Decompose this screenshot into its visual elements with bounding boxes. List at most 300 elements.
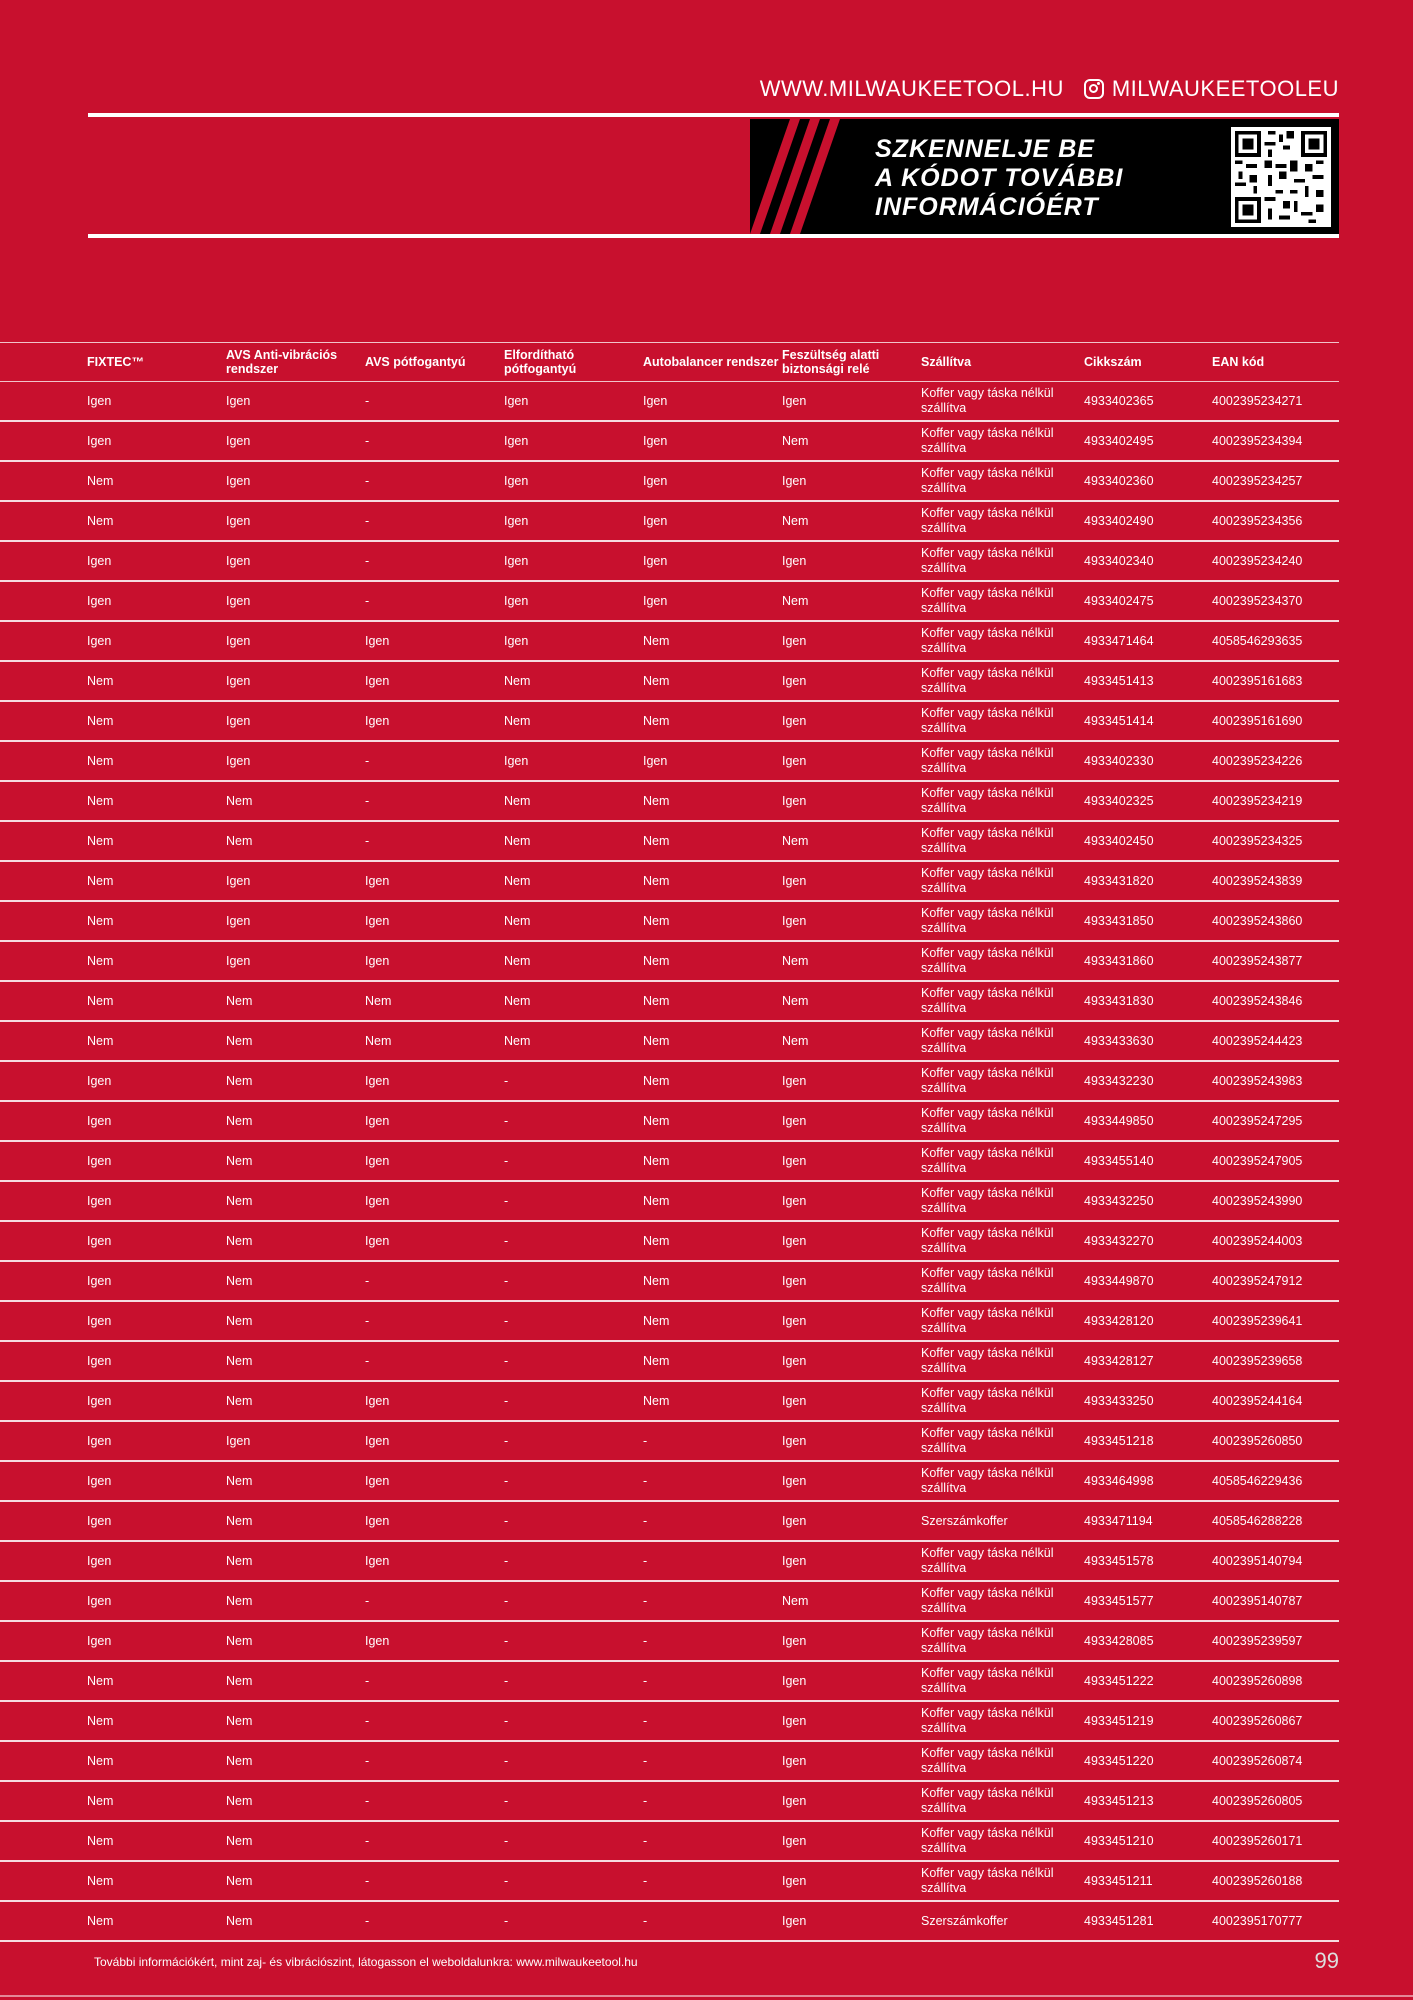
table-cell: 4933451222 <box>1084 1661 1212 1701</box>
table-cell: Igen <box>782 1901 921 1941</box>
table-cell: Koffer vagy táska nélkül szállítva <box>921 941 1084 981</box>
table-cell: - <box>365 1341 504 1381</box>
table-cell: - <box>643 1541 782 1581</box>
table-cell: Igen <box>365 1541 504 1581</box>
table-row <box>0 1141 1339 1181</box>
table-cell: Igen <box>643 461 782 501</box>
table-cell: 4933402475 <box>1084 581 1212 621</box>
table-cell: Nem <box>226 1341 365 1381</box>
table-cell: Koffer vagy táska nélkül szállítva <box>921 1381 1084 1421</box>
table-cell: Igen <box>643 421 782 461</box>
table-cell: Nem <box>782 1581 921 1621</box>
col-avs-handle: AVS pótfogantyú <box>365 343 504 382</box>
table-cell: - <box>643 1421 782 1461</box>
table-cell: 4002395244003 <box>1212 1221 1339 1261</box>
table-cell: Igen <box>504 621 643 661</box>
table-cell: 4933451213 <box>1084 1781 1212 1821</box>
qr-code[interactable] <box>1231 127 1331 227</box>
table-cell: Nem <box>226 1901 365 1941</box>
table-cell: - <box>365 382 504 422</box>
table-cell: Nem <box>504 821 643 861</box>
page-number: 99 <box>1314 1948 1339 1973</box>
table-cell: 4002395243990 <box>1212 1181 1339 1221</box>
table-cell: 4002395140794 <box>1212 1541 1339 1581</box>
table-cell: Nem <box>643 1221 782 1261</box>
table-cell: - <box>365 741 504 781</box>
table-row <box>0 1261 1339 1301</box>
table-cell: Igen <box>782 1861 921 1901</box>
table-cell: Koffer vagy táska nélkül szállítva <box>921 1061 1084 1101</box>
table-cell: - <box>504 1101 643 1141</box>
table-cell: 4002395244164 <box>1212 1381 1339 1421</box>
table-cell: - <box>643 1861 782 1901</box>
table-cell: Nem <box>0 901 226 941</box>
scan-text: SZKENNELJE BE A KÓDOT TOVÁBBI INFORMÁCIÓÉRT <box>875 135 1124 221</box>
table-cell: Igen <box>0 1381 226 1421</box>
table-cell: Igen <box>226 861 365 901</box>
table-cell: Igen <box>0 1101 226 1141</box>
table-cell: Nem <box>504 941 643 981</box>
table-cell: Nem <box>0 1821 226 1861</box>
table-cell: Nem <box>782 421 921 461</box>
table-cell: Igen <box>782 1381 921 1421</box>
table-row <box>0 1101 1339 1141</box>
table-cell: 4933431820 <box>1084 861 1212 901</box>
table-cell: Nem <box>504 1021 643 1061</box>
table-cell: Nem <box>643 901 782 941</box>
table-cell: Igen <box>365 1061 504 1101</box>
col-ean: EAN kód <box>1212 343 1339 382</box>
table-cell: - <box>365 421 504 461</box>
table-cell: Nem <box>0 1861 226 1901</box>
table-cell: Igen <box>782 1621 921 1661</box>
table-cell: Koffer vagy táska nélkül szállítva <box>921 1821 1084 1861</box>
table-cell: 4933471464 <box>1084 621 1212 661</box>
table-cell: 4002395170777 <box>1212 1901 1339 1941</box>
table-cell: 4933455140 <box>1084 1141 1212 1181</box>
col-rotating-handle: Elfordítható pótfogantyú <box>504 343 643 382</box>
table-cell: Igen <box>504 581 643 621</box>
table-row <box>0 1741 1339 1781</box>
table-cell: Igen <box>782 861 921 901</box>
table-cell: Igen <box>365 661 504 701</box>
table-cell: Koffer vagy táska nélkül szállítva <box>921 741 1084 781</box>
table-cell: 4002395247295 <box>1212 1101 1339 1141</box>
col-fixtec: FIXTEC™ <box>0 343 226 382</box>
table-cell: Nem <box>643 981 782 1021</box>
table-cell: - <box>365 1901 504 1941</box>
table-cell: Igen <box>782 701 921 741</box>
table-cell: 4002395247905 <box>1212 1141 1339 1181</box>
table-cell: Igen <box>782 1421 921 1461</box>
table-cell: Koffer vagy táska nélkül szállítva <box>921 1541 1084 1581</box>
table-cell: - <box>365 541 504 581</box>
table-cell: Nem <box>226 1381 365 1421</box>
table-cell: Nem <box>226 1181 365 1221</box>
table-cell: Igen <box>782 1261 921 1301</box>
table-cell: Nem <box>643 1141 782 1181</box>
table-cell: Nem <box>226 1461 365 1501</box>
table-cell: Igen <box>226 661 365 701</box>
table-cell: - <box>643 1781 782 1821</box>
table-cell: Igen <box>782 1461 921 1501</box>
table-cell: Nem <box>0 1901 226 1941</box>
table-cell: Igen <box>782 741 921 781</box>
table-cell: 4933428085 <box>1084 1621 1212 1661</box>
table-row <box>0 981 1339 1021</box>
table-cell: - <box>504 1261 643 1301</box>
table-cell: 4933464998 <box>1084 1461 1212 1501</box>
table-cell: Igen <box>0 1421 226 1461</box>
table-cell: Igen <box>782 1541 921 1581</box>
table-cell: Nem <box>643 1021 782 1061</box>
table-cell: Nem <box>0 1741 226 1781</box>
table-cell: Nem <box>643 1381 782 1421</box>
table-row <box>0 1301 1339 1341</box>
table-cell: 4933402360 <box>1084 461 1212 501</box>
table-cell: - <box>504 1461 643 1501</box>
table-cell: - <box>643 1461 782 1501</box>
table-cell: Nem <box>0 821 226 861</box>
table-row <box>0 901 1339 941</box>
table-cell: Igen <box>504 461 643 501</box>
table-row <box>0 1461 1339 1501</box>
table-row <box>0 1701 1339 1741</box>
table-cell: 4933402340 <box>1084 541 1212 581</box>
footer-note: További információkért, mint zaj- és vibrációszint, látogasson el weboldalunkra: www.milwaukeetool.hu <box>94 1955 638 1969</box>
table-row <box>0 1221 1339 1261</box>
table-cell: Igen <box>782 1741 921 1781</box>
table-cell: 4002395234370 <box>1212 581 1339 621</box>
table-cell: - <box>504 1741 643 1781</box>
table-cell: - <box>504 1181 643 1221</box>
table-cell: Koffer vagy táska nélkül szállítva <box>921 1661 1084 1701</box>
table-cell: Igen <box>0 382 226 422</box>
table-cell: Igen <box>226 501 365 541</box>
table-cell: - <box>504 1661 643 1701</box>
table-cell: - <box>504 1541 643 1581</box>
table-cell: - <box>504 1781 643 1821</box>
table-cell: Nem <box>226 1301 365 1341</box>
table-cell: - <box>504 1861 643 1901</box>
table-cell: Igen <box>782 621 921 661</box>
table-cell: 4002395239658 <box>1212 1341 1339 1381</box>
table-cell: 4933451219 <box>1084 1701 1212 1741</box>
table-cell: Nem <box>0 981 226 1021</box>
table-cell: Koffer vagy táska nélkül szállítva <box>921 821 1084 861</box>
table-cell: 4933402490 <box>1084 501 1212 541</box>
table-row <box>0 581 1339 621</box>
table-cell: 4933451578 <box>1084 1541 1212 1581</box>
table-cell: Nem <box>365 981 504 1021</box>
table-cell: Nem <box>643 1181 782 1221</box>
product-table <box>0 342 1339 1942</box>
table-row <box>0 1501 1339 1541</box>
table-cell: - <box>643 1901 782 1941</box>
table-cell: 4933433250 <box>1084 1381 1212 1421</box>
table-cell: 4002395260188 <box>1212 1861 1339 1901</box>
table-row <box>0 1021 1339 1061</box>
table-cell: 4002395234240 <box>1212 541 1339 581</box>
table-row <box>0 701 1339 741</box>
table-cell: Igen <box>226 701 365 741</box>
table-cell: Koffer vagy táska nélkül szállítva <box>921 581 1084 621</box>
table-row <box>0 382 1339 422</box>
table-cell: Igen <box>0 621 226 661</box>
table-cell: Igen <box>782 781 921 821</box>
table-cell: Nem <box>226 1501 365 1541</box>
table-row <box>0 1901 1339 1941</box>
table-cell: - <box>643 1501 782 1541</box>
table-cell: 4933402325 <box>1084 781 1212 821</box>
table-cell: Igen <box>365 1141 504 1181</box>
table-cell: 4933451218 <box>1084 1421 1212 1461</box>
table-cell: 4002395234325 <box>1212 821 1339 861</box>
table-cell: Nem <box>0 661 226 701</box>
table-cell: Koffer vagy táska nélkül szállítva <box>921 1301 1084 1341</box>
table-cell: Nem <box>643 1301 782 1341</box>
table-cell: - <box>365 1301 504 1341</box>
table-cell: - <box>504 1301 643 1341</box>
table-cell: Igen <box>504 501 643 541</box>
table-cell: Koffer vagy táska nélkül szállítva <box>921 1181 1084 1221</box>
table-cell: Igen <box>643 581 782 621</box>
table-cell: 4002395234271 <box>1212 382 1339 422</box>
table-cell: 4933402495 <box>1084 421 1212 461</box>
table-cell: 4002395243877 <box>1212 941 1339 981</box>
table-body <box>0 382 1339 1942</box>
table-cell: Nem <box>643 821 782 861</box>
col-safety-relay: Feszültség alatti biztonsági relé <box>782 343 921 382</box>
bottom-rule <box>0 1995 1413 1997</box>
table-cell: 4002395239641 <box>1212 1301 1339 1341</box>
table-cell: Nem <box>226 1261 365 1301</box>
table-cell: Nem <box>0 501 226 541</box>
table-cell: 4002395260874 <box>1212 1741 1339 1781</box>
table-row <box>0 1421 1339 1461</box>
table-cell: Igen <box>643 741 782 781</box>
table-cell: Igen <box>365 1381 504 1421</box>
table-cell: Igen <box>226 1421 365 1461</box>
table-cell: 4002395260898 <box>1212 1661 1339 1701</box>
table-cell: Igen <box>782 1141 921 1181</box>
table-cell: Igen <box>0 1541 226 1581</box>
table-cell: - <box>365 1261 504 1301</box>
table-cell: Igen <box>365 1621 504 1661</box>
table-cell: Koffer vagy táska nélkül szállítva <box>921 1261 1084 1301</box>
table-cell: Koffer vagy táska nélkül szállítva <box>921 1701 1084 1741</box>
website-link[interactable]: WWW.MILWAUKEETOOL.HU <box>759 76 1064 101</box>
table-cell: Nem <box>0 461 226 501</box>
scan-banner <box>750 119 1339 234</box>
table-cell: Nem <box>0 741 226 781</box>
table-cell: 4933433630 <box>1084 1021 1212 1061</box>
table-cell: - <box>504 1061 643 1101</box>
table-cell: Igen <box>782 1101 921 1141</box>
table-cell: Koffer vagy táska nélkül szállítva <box>921 461 1084 501</box>
table-cell: Igen <box>504 541 643 581</box>
table-cell: Igen <box>226 461 365 501</box>
table-cell: - <box>365 781 504 821</box>
table-cell: Nem <box>504 661 643 701</box>
table-cell: Igen <box>226 382 365 422</box>
table-cell: Igen <box>782 461 921 501</box>
table-cell: Szerszámkoffer <box>921 1901 1084 1941</box>
table-cell: Igen <box>782 382 921 422</box>
table-cell: Koffer vagy táska nélkül szállítva <box>921 861 1084 901</box>
table-cell: 4002395234257 <box>1212 461 1339 501</box>
table-cell: - <box>365 1781 504 1821</box>
table-cell: Koffer vagy táska nélkül szállítva <box>921 1141 1084 1181</box>
table-cell: Koffer vagy táska nélkül szállítva <box>921 1341 1084 1381</box>
table-cell: 4933402450 <box>1084 821 1212 861</box>
table-cell: Igen <box>782 1501 921 1541</box>
table-cell: Igen <box>782 1661 921 1701</box>
table-cell: Koffer vagy táska nélkül szállítva <box>921 1621 1084 1661</box>
table-cell: Nem <box>226 1621 365 1661</box>
table-cell: - <box>504 1421 643 1461</box>
table-cell: - <box>504 1221 643 1261</box>
table-cell: Nem <box>226 1821 365 1861</box>
table-cell: - <box>365 1661 504 1701</box>
table-cell: Koffer vagy táska nélkül szállítva <box>921 1581 1084 1621</box>
table-cell: Igen <box>782 541 921 581</box>
table-cell: Nem <box>365 1021 504 1061</box>
table-cell: - <box>504 1141 643 1181</box>
table-cell: Nem <box>226 981 365 1021</box>
table-cell: Igen <box>0 1061 226 1101</box>
table-cell: Nem <box>0 1781 226 1821</box>
table-cell: 4933451220 <box>1084 1741 1212 1781</box>
table-cell: 4933449850 <box>1084 1101 1212 1141</box>
table-cell: Nem <box>504 701 643 741</box>
table-cell: Igen <box>0 1341 226 1381</box>
table-cell: Koffer vagy táska nélkül szállítva <box>921 1421 1084 1461</box>
table-cell: 4933428120 <box>1084 1301 1212 1341</box>
table-cell: 4933402365 <box>1084 382 1212 422</box>
table-cell: Koffer vagy táska nélkül szállítva <box>921 421 1084 461</box>
table-cell: - <box>365 1701 504 1741</box>
table-cell: Koffer vagy táska nélkül szállítva <box>921 382 1084 422</box>
table-cell: Igen <box>782 1221 921 1261</box>
table-cell: Nem <box>226 1581 365 1621</box>
col-shipping: Szállítva <box>921 343 1084 382</box>
table-cell: 4002395260805 <box>1212 1781 1339 1821</box>
table-cell: 4933402330 <box>1084 741 1212 781</box>
table-cell: 4002395244423 <box>1212 1021 1339 1061</box>
table-cell: Koffer vagy táska nélkül szállítva <box>921 1461 1084 1501</box>
table-cell: 4933451210 <box>1084 1821 1212 1861</box>
table-cell: Nem <box>0 1021 226 1061</box>
table-cell: Igen <box>782 1181 921 1221</box>
table-cell: Igen <box>365 1501 504 1541</box>
table-cell: - <box>504 1501 643 1541</box>
instagram-icon <box>1084 79 1104 99</box>
table-cell: 4933451211 <box>1084 1861 1212 1901</box>
table-cell: 4002395247912 <box>1212 1261 1339 1301</box>
table-cell: 4933449870 <box>1084 1261 1212 1301</box>
table-cell: Igen <box>782 1701 921 1741</box>
table-cell: Koffer vagy táska nélkül szállítva <box>921 1101 1084 1141</box>
table-row <box>0 1821 1339 1861</box>
table-cell: Nem <box>643 701 782 741</box>
table-cell: Nem <box>782 821 921 861</box>
table-cell: Nem <box>226 1661 365 1701</box>
instagram-link[interactable] <box>1084 76 1339 102</box>
table-cell: Nem <box>782 941 921 981</box>
table-cell: Nem <box>782 581 921 621</box>
table-cell: Nem <box>0 701 226 741</box>
table-cell: Nem <box>504 861 643 901</box>
table-cell: Nem <box>643 661 782 701</box>
table-cell: Koffer vagy táska nélkül szállítva <box>921 781 1084 821</box>
table-cell: - <box>365 581 504 621</box>
table-cell: Igen <box>782 1781 921 1821</box>
table-cell: Nem <box>782 1021 921 1061</box>
table-row <box>0 1781 1339 1821</box>
table-cell: 4933431830 <box>1084 981 1212 1021</box>
col-autobalancer: Autobalancer rendszer <box>643 343 782 382</box>
table-cell: Nem <box>504 781 643 821</box>
table-cell: - <box>504 1621 643 1661</box>
table-cell: 4002395243860 <box>1212 901 1339 941</box>
table-cell: 4002395161690 <box>1212 701 1339 741</box>
table-cell: 4002395234219 <box>1212 781 1339 821</box>
table-row <box>0 661 1339 701</box>
table-cell: Igen <box>0 581 226 621</box>
instagram-handle: MILWAUKEETOOLEU <box>1111 76 1339 101</box>
table-cell: 4002395243983 <box>1212 1061 1339 1101</box>
table-cell: 4933451413 <box>1084 661 1212 701</box>
table-cell: - <box>365 501 504 541</box>
table-cell: 4002395234356 <box>1212 501 1339 541</box>
table-cell: 4002395260867 <box>1212 1701 1339 1741</box>
table-cell: Nem <box>226 1061 365 1101</box>
table-cell: Igen <box>0 1461 226 1501</box>
table-cell: Nem <box>226 821 365 861</box>
table-cell: - <box>504 1821 643 1861</box>
table-cell: Koffer vagy táska nélkül szállítva <box>921 621 1084 661</box>
table-cell: Igen <box>782 1341 921 1381</box>
col-avs-antivibration: AVS Anti-vibrációs rendszer <box>226 343 365 382</box>
table-cell: Igen <box>365 621 504 661</box>
top-links <box>88 74 1339 104</box>
table-cell: 4002395234226 <box>1212 741 1339 781</box>
table-row <box>0 501 1339 541</box>
table-cell: Nem <box>226 1541 365 1581</box>
table-row <box>0 821 1339 861</box>
table-cell: 4933451414 <box>1084 701 1212 741</box>
table-row <box>0 1341 1339 1381</box>
table-cell: - <box>643 1821 782 1861</box>
table-cell: Nem <box>0 1701 226 1741</box>
table-cell: Koffer vagy táska nélkül szállítva <box>921 1861 1084 1901</box>
table-row <box>0 1621 1339 1661</box>
table-cell: - <box>365 1741 504 1781</box>
table-cell: 4933431860 <box>1084 941 1212 981</box>
table-header-row <box>0 343 1339 382</box>
table-cell: 4933428127 <box>1084 1341 1212 1381</box>
table-cell: Igen <box>0 1261 226 1301</box>
table-cell: Koffer vagy táska nélkül szállítva <box>921 501 1084 541</box>
table-cell: Koffer vagy táska nélkül szállítva <box>921 1781 1084 1821</box>
table-cell: Igen <box>226 621 365 661</box>
table-cell: 4002395140787 <box>1212 1581 1339 1621</box>
table-cell: Nem <box>226 781 365 821</box>
table-cell: - <box>643 1621 782 1661</box>
table-cell: Igen <box>782 661 921 701</box>
table-cell: Igen <box>365 1421 504 1461</box>
